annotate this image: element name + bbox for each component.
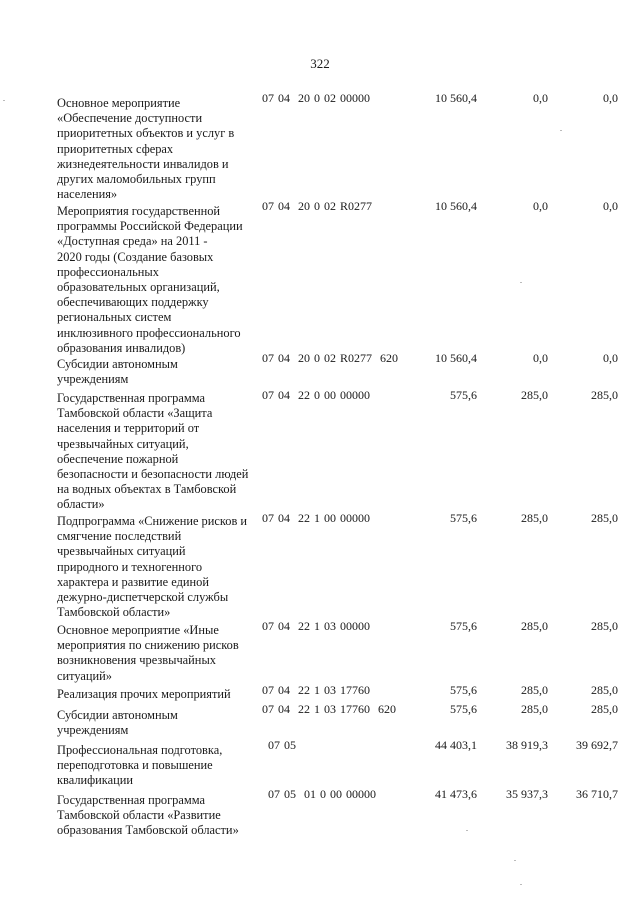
row-code: 07 04 20 0 02 00000 bbox=[262, 91, 370, 105]
page-number: 322 bbox=[310, 56, 330, 71]
row-value-3: 39 692,7 bbox=[576, 738, 618, 752]
row-value-2: 0,0 bbox=[533, 91, 548, 105]
row-name: Профессиональная подготовка, переподготовка и повышение квалификации bbox=[57, 743, 223, 788]
scan-speck bbox=[466, 830, 468, 831]
row-value-3: 285,0 bbox=[591, 702, 618, 716]
row-value-2: 285,0 bbox=[521, 702, 548, 716]
row-value-3: 0,0 bbox=[603, 91, 618, 105]
row-value-1: 575,6 bbox=[450, 702, 477, 716]
row-value-3: 36 710,7 bbox=[576, 787, 618, 801]
row-value-1: 44 403,1 bbox=[435, 738, 477, 752]
row-name: Мероприятия государственной программы Российской Федерации «Доступная среда» на 2011 - 2020 годы (Создание базовых профессиональных образовательных организаций, обеспечивающих поддержку региональных систем инклюзивного профессионального образования инвалидов) bbox=[57, 204, 243, 355]
row-value-3: 285,0 bbox=[591, 619, 618, 633]
row-name: Субсидии автономным учреждениям bbox=[57, 708, 178, 738]
row-code: 07 04 22 1 00 00000 bbox=[262, 511, 370, 525]
scan-speck bbox=[3, 100, 5, 101]
row-name: Государственная программа Тамбовской области «Защита населения и территорий от чрезвычайных ситуаций, обеспечение пожарной безопасности и безопасности людей на водных объектах в Тамбовской области» bbox=[57, 391, 249, 512]
row-code: 07 04 22 1 03 17760 bbox=[262, 683, 370, 697]
scan-speck bbox=[520, 884, 522, 885]
row-value-2: 0,0 bbox=[533, 199, 548, 213]
row-value-1: 575,6 bbox=[450, 511, 477, 525]
row-value-1: 10 560,4 bbox=[435, 351, 477, 365]
row-value-1: 41 473,6 bbox=[435, 787, 477, 801]
row-value-3: 285,0 bbox=[591, 683, 618, 697]
row-name: Основное мероприятие «Иные мероприятия по снижению рисков возникновения чрезвычайных ситуаций» bbox=[57, 623, 239, 683]
row-name: Подпрограмма «Снижение рисков и смягчение последствий чрезвычайных ситуаций природного и техногенного характера и развитие единой дежурно-диспетчерской службы Тамбовской области» bbox=[57, 514, 248, 620]
row-value-3: 0,0 bbox=[603, 351, 618, 365]
scan-speck bbox=[514, 860, 516, 861]
row-value-2: 285,0 bbox=[521, 511, 548, 525]
row-value-1: 10 560,4 bbox=[435, 199, 477, 213]
row-code: 07 04 20 0 02 R0277 620 bbox=[262, 351, 399, 365]
row-name: Реализация прочих мероприятий bbox=[57, 687, 231, 701]
row-value-2: 38 919,3 bbox=[506, 738, 548, 752]
row-value-2: 285,0 bbox=[521, 388, 548, 402]
row-value-1: 10 560,4 bbox=[435, 91, 477, 105]
row-value-3: 285,0 bbox=[591, 511, 618, 525]
row-code: 07 04 22 0 00 00000 bbox=[262, 388, 370, 402]
row-value-2: 0,0 bbox=[533, 351, 548, 365]
row-value-3: 0,0 bbox=[603, 199, 618, 213]
row-value-1: 575,6 bbox=[450, 388, 477, 402]
row-name: Основное мероприятие «Обеспечение доступности приоритетных объектов и услуг в приоритетных сферах жизнедеятельности инвалидов и других маломобильных групп населения» bbox=[57, 96, 235, 202]
row-name: Государственная программа Тамбовской области «Развитие образования Тамбовской области» bbox=[57, 793, 239, 838]
row-value-2: 35 937,3 bbox=[506, 787, 548, 801]
row-code: 07 04 22 1 03 17760 620 bbox=[262, 702, 396, 716]
row-name: Субсидии автономным учреждениям bbox=[57, 357, 178, 387]
row-value-3: 285,0 bbox=[591, 388, 618, 402]
row-code: 07 04 22 1 03 00000 bbox=[262, 619, 370, 633]
scan-speck bbox=[520, 282, 522, 283]
row-value-1: 575,6 bbox=[450, 683, 477, 697]
row-code: 07 04 20 0 02 R0277 bbox=[262, 199, 373, 213]
scan-speck bbox=[560, 130, 562, 131]
row-value-2: 285,0 bbox=[521, 683, 548, 697]
row-value-2: 285,0 bbox=[521, 619, 548, 633]
row-code: 07 05 01 0 00 00000 bbox=[268, 787, 376, 801]
row-code: 07 05 bbox=[268, 738, 296, 752]
row-value-1: 575,6 bbox=[450, 619, 477, 633]
